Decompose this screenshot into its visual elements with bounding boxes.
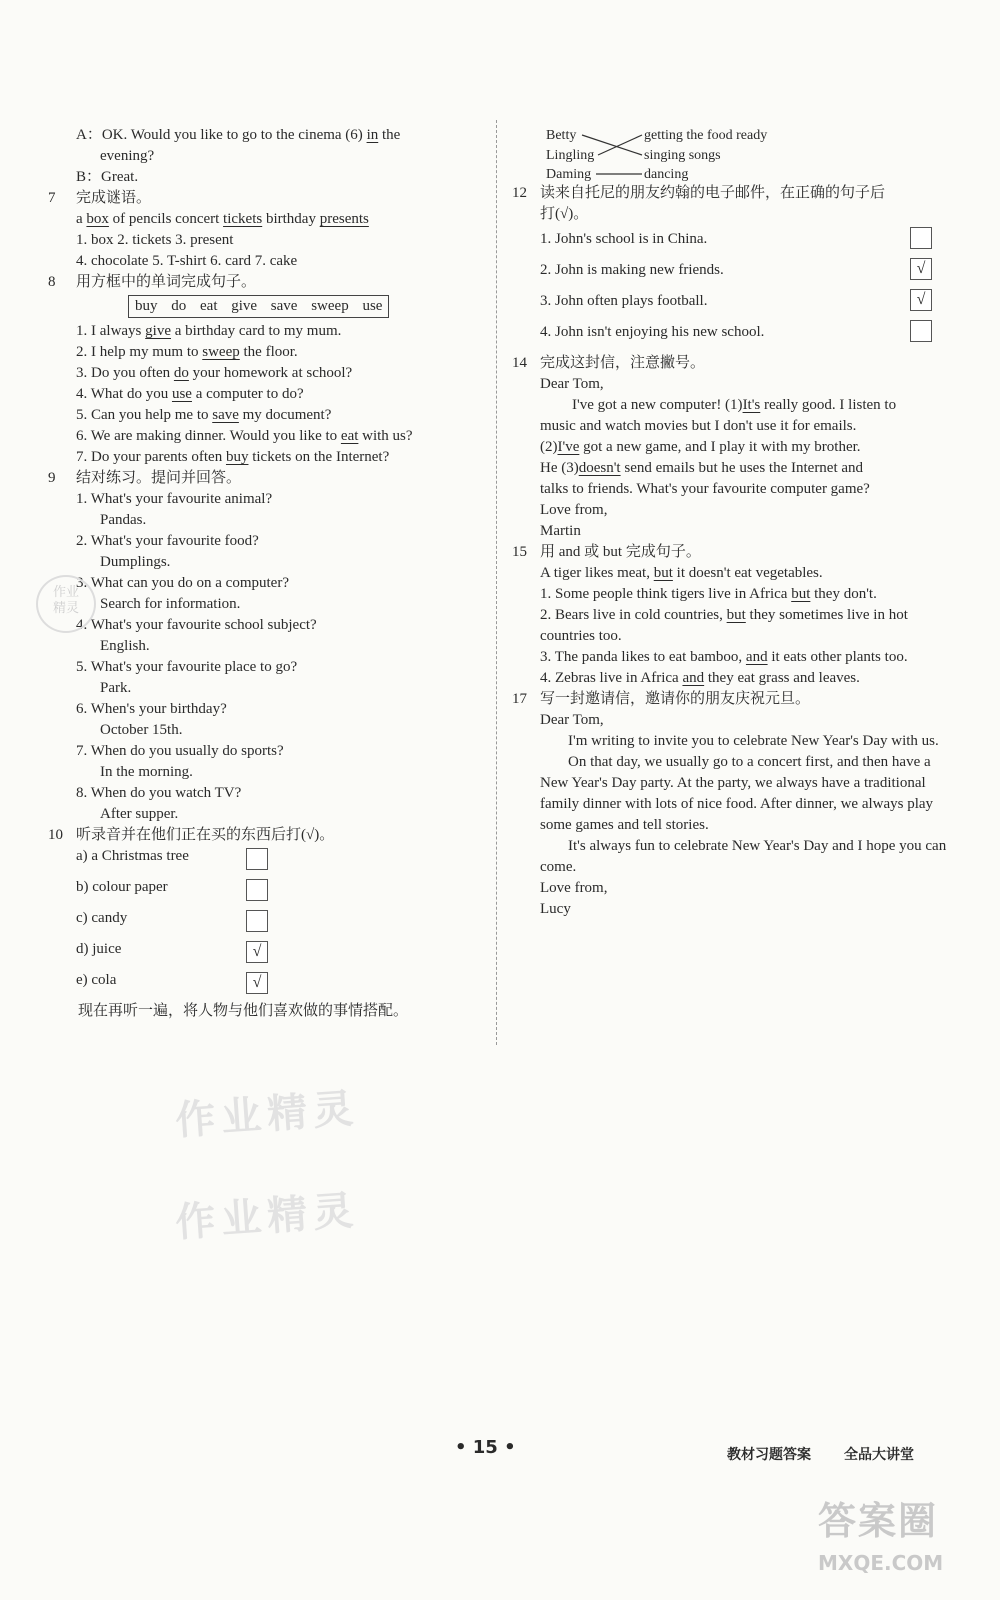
checkbox: √ — [246, 941, 268, 963]
checklist-item — [512, 322, 960, 353]
question-title: 读来自托尼的朋友约翰的电子邮件，在正确的句子后 — [540, 185, 886, 201]
question-number: 8 — [48, 274, 56, 290]
checkbox — [246, 879, 268, 901]
watermark-stamp: 作业 精灵 — [36, 575, 96, 633]
question-number: 10 — [48, 827, 63, 843]
answer-blank: eat — [340, 428, 359, 444]
answer-line: Dumplings. — [100, 554, 171, 570]
q10-instruction: 现在再听一遍，将人物与他们喜欢做的事情搭配。 — [78, 1003, 409, 1019]
question-title: 写一封邀请信，邀请你的朋友庆祝元旦。 — [540, 691, 811, 707]
letter-paragraph: On that day, we usually go to a concert first, and then have a New Year's Day party. At the party, we always have a traditional family dinner with lots of nice food. After dinner, we always play some games and tell stories. — [540, 754, 934, 833]
sentence-pre: 3. The panda likes to eat bamboo, — [540, 649, 746, 665]
brand-label: 全品大讲堂 — [844, 1447, 914, 1463]
item-label: a) a Christmas tree — [76, 848, 189, 864]
checklist-item — [512, 229, 960, 260]
q7-phrase: a box of pencils concert tickets birthday presents — [76, 211, 369, 227]
item-label: b) colour paper — [76, 879, 168, 895]
q6-answer-line: A：OK. Would you like to go to the cinema (6) in the — [76, 127, 401, 143]
word-box: buy do eat give save sweep use — [128, 295, 389, 318]
checklist-item — [512, 260, 960, 291]
answer-line: Pandas. — [100, 512, 147, 528]
letter-signature: Martin — [540, 523, 581, 539]
sentence-pre: 4. Zebras live in Africa — [540, 670, 683, 686]
checklist-item — [48, 908, 488, 939]
sentence-post: your homework at school? — [188, 365, 353, 381]
question-line: 1. What's your favourite animal? — [76, 491, 273, 507]
question-title: 用 and 或 but 完成句子。 — [540, 544, 701, 560]
question-title-cont: 打(√)。 — [540, 206, 589, 222]
answer-blank: do — [173, 365, 189, 381]
checklist-item — [512, 291, 960, 322]
question-title: 听录音并在他们正在买的东西后打(√)。 — [76, 827, 335, 843]
question-number: 7 — [48, 190, 56, 206]
checkbox: √ — [246, 972, 268, 994]
checklist-item — [48, 846, 488, 877]
answer-blank: but — [726, 607, 746, 623]
question-title: 结对练习。提问并回答。 — [76, 470, 242, 486]
page-number: • 15 • — [455, 1437, 516, 1458]
item-label: d) juice — [76, 941, 122, 957]
checkbox: √ — [910, 289, 932, 311]
letter-closing: Love from, — [540, 502, 608, 518]
sentence-pre: 2. I help my mum to — [76, 344, 203, 360]
sentence-post: my document? — [238, 407, 332, 423]
sentence-post: a birthday card to my mum. — [170, 323, 342, 339]
match-name: Daming — [546, 167, 592, 182]
question-line: 7. When do you usually do sports? — [76, 743, 284, 759]
q15-example: A tiger likes meat, but it doesn't eat vegetables. — [540, 565, 823, 581]
question-number: 12 — [512, 185, 527, 201]
letter-signature: Lucy — [540, 901, 571, 917]
answer-blank: sweep — [202, 344, 240, 360]
answer-blank: use — [171, 386, 192, 402]
match-activity: singing songs — [644, 148, 721, 163]
letter-line: He (3)doesn't send emails but he uses the Internet and — [540, 460, 864, 476]
checklist-item — [48, 877, 488, 908]
q6-answer-line: B：Great. — [76, 169, 139, 185]
sentence-post: with us? — [358, 428, 413, 444]
q9-heading — [48, 468, 488, 489]
watermark: 作业精灵 — [173, 1085, 361, 1145]
match-name: Lingling — [546, 148, 595, 163]
match-lines — [512, 125, 662, 183]
answer-blank: in — [366, 127, 379, 143]
sentence-pre: 3. Do you often — [76, 365, 174, 381]
answer-line: English. — [100, 638, 150, 654]
question-title: 完成谜语。 — [76, 190, 152, 206]
match-activity: dancing — [644, 167, 689, 182]
item-label: 2. John is making new friends. — [540, 262, 724, 278]
answer-blank: buy — [225, 449, 249, 465]
answer-line: After supper. — [100, 806, 179, 822]
answer-blank: and — [682, 670, 705, 686]
sentence-item — [512, 668, 960, 689]
sentence-post: they sometimes live in hot countries too. — [540, 607, 908, 644]
sentence-item — [48, 447, 488, 468]
site-logo: 答案圈 MXQE.COM — [818, 1499, 944, 1575]
q12-heading — [512, 183, 960, 204]
sentence-post: the floor. — [239, 344, 298, 360]
checklist-item — [48, 939, 488, 970]
q17-heading — [512, 689, 960, 710]
q15-items — [512, 584, 960, 689]
question-line: 2. What's your favourite food? — [76, 533, 259, 549]
sentence-post: it eats other plants too. — [767, 649, 908, 665]
checkbox — [910, 227, 932, 249]
sentence-pre: 2. Bears live in cold countries, — [540, 607, 727, 623]
sentence-pre: 1. I always — [76, 323, 146, 339]
item-label: 3. John often plays football. — [540, 293, 708, 309]
letter-greeting: Dear Tom, — [540, 376, 604, 392]
checklist-item — [48, 970, 488, 1001]
question-number: 14 — [512, 355, 527, 371]
answer-line: Park. — [100, 680, 132, 696]
watermark: 作业精灵 — [173, 1187, 361, 1247]
sentence-post: tickets on the Internet? — [248, 449, 390, 465]
question-number: 15 — [512, 544, 527, 560]
item-label: e) cola — [76, 972, 117, 988]
book-label: 教材习题答案 — [727, 1447, 811, 1463]
question-number: 17 — [512, 691, 527, 707]
sentence-post: they don't. — [810, 586, 877, 602]
q8-items — [48, 321, 488, 468]
sentence-item — [512, 584, 960, 605]
answer-line: In the morning. — [100, 764, 193, 780]
question-title: 用方框中的单词完成句子。 — [76, 274, 257, 290]
right-column — [512, 125, 960, 920]
answer-blank: give — [145, 323, 171, 339]
letter-paragraph: I'm writing to invite you to celebrate New Year's Day with us. — [568, 733, 939, 749]
q10-heading — [48, 825, 488, 846]
question-line: 4. What's your favourite school subject? — [76, 617, 317, 633]
q8-heading — [48, 272, 488, 293]
match-name: Betty — [546, 128, 577, 143]
question-line: 6. When's your birthday? — [76, 701, 227, 717]
question-line: 3. What can you do on a computer? — [76, 575, 289, 591]
left-column — [48, 125, 488, 1022]
checkbox — [910, 320, 932, 342]
sentence-item — [48, 384, 488, 405]
q10-items — [48, 846, 488, 1001]
answer-blank: but — [791, 586, 811, 602]
sentence-pre: 7. Do your parents often — [76, 449, 226, 465]
question-line: 8. When do you watch TV? — [76, 785, 242, 801]
letter-line: talks to friends. What's your favourite computer game? — [540, 481, 870, 497]
letter-closing: Love from, — [540, 880, 608, 896]
q15-heading — [512, 542, 960, 563]
sentence-item — [48, 405, 488, 426]
item-label: 4. John isn't enjoying his new school. — [540, 324, 765, 340]
sentence-pre: 1. Some people think tigers live in Africa — [540, 586, 792, 602]
answer-blank: save — [212, 407, 239, 423]
q7-heading — [48, 188, 488, 209]
letter-line: music and watch movies but I don't use it for emails. — [540, 418, 857, 434]
letter-line: I've got a new computer! (1)It's really good. I listen to — [572, 397, 897, 413]
column-divider — [496, 120, 497, 1045]
checkbox: √ — [910, 258, 932, 280]
q14-heading — [512, 353, 960, 374]
sentence-pre: 6. We are making dinner. Would you like to — [76, 428, 341, 444]
sentence-item — [512, 647, 960, 668]
question-line: 5. What's your favourite place to go? — [76, 659, 298, 675]
letter-line: (2)I've got a new game, and I play it with my brother. — [540, 439, 861, 455]
sentence-item — [48, 363, 488, 384]
q7-answers: 4. chocolate 5. T-shirt 6. card 7. cake — [76, 253, 298, 269]
question-title: 完成这封信，注意撇号。 — [540, 355, 706, 371]
sentence-item — [48, 321, 488, 342]
item-label: 1. John's school is in China. — [540, 231, 708, 247]
letter-greeting: Dear Tom, — [540, 712, 604, 728]
q12-items — [512, 229, 960, 353]
answer-line: Search for information. — [100, 596, 241, 612]
item-label: c) candy — [76, 910, 128, 926]
sentence-post: they eat grass and leaves. — [704, 670, 860, 686]
answer-blank: and — [745, 649, 768, 665]
q6-answer-line: evening? — [100, 148, 155, 164]
checkbox — [246, 910, 268, 932]
answer-line: October 15th. — [100, 722, 183, 738]
sentence-item — [48, 342, 488, 363]
sentence-item — [48, 426, 488, 447]
sentence-pre: 4. What do you — [76, 386, 172, 402]
q7-answers: 1. box 2. tickets 3. present — [76, 232, 234, 248]
question-number: 9 — [48, 470, 56, 486]
match-activity: getting the food ready — [644, 128, 768, 143]
matching-diagram — [512, 125, 960, 183]
sentence-item — [512, 605, 960, 647]
q9-items — [48, 489, 488, 825]
letter-paragraph: It's always fun to celebrate New Year's Day and I hope you can come. — [540, 838, 947, 875]
checkbox — [246, 848, 268, 870]
sentence-pre: 5. Can you help me to — [76, 407, 213, 423]
sentence-post: a computer to do? — [191, 386, 304, 402]
